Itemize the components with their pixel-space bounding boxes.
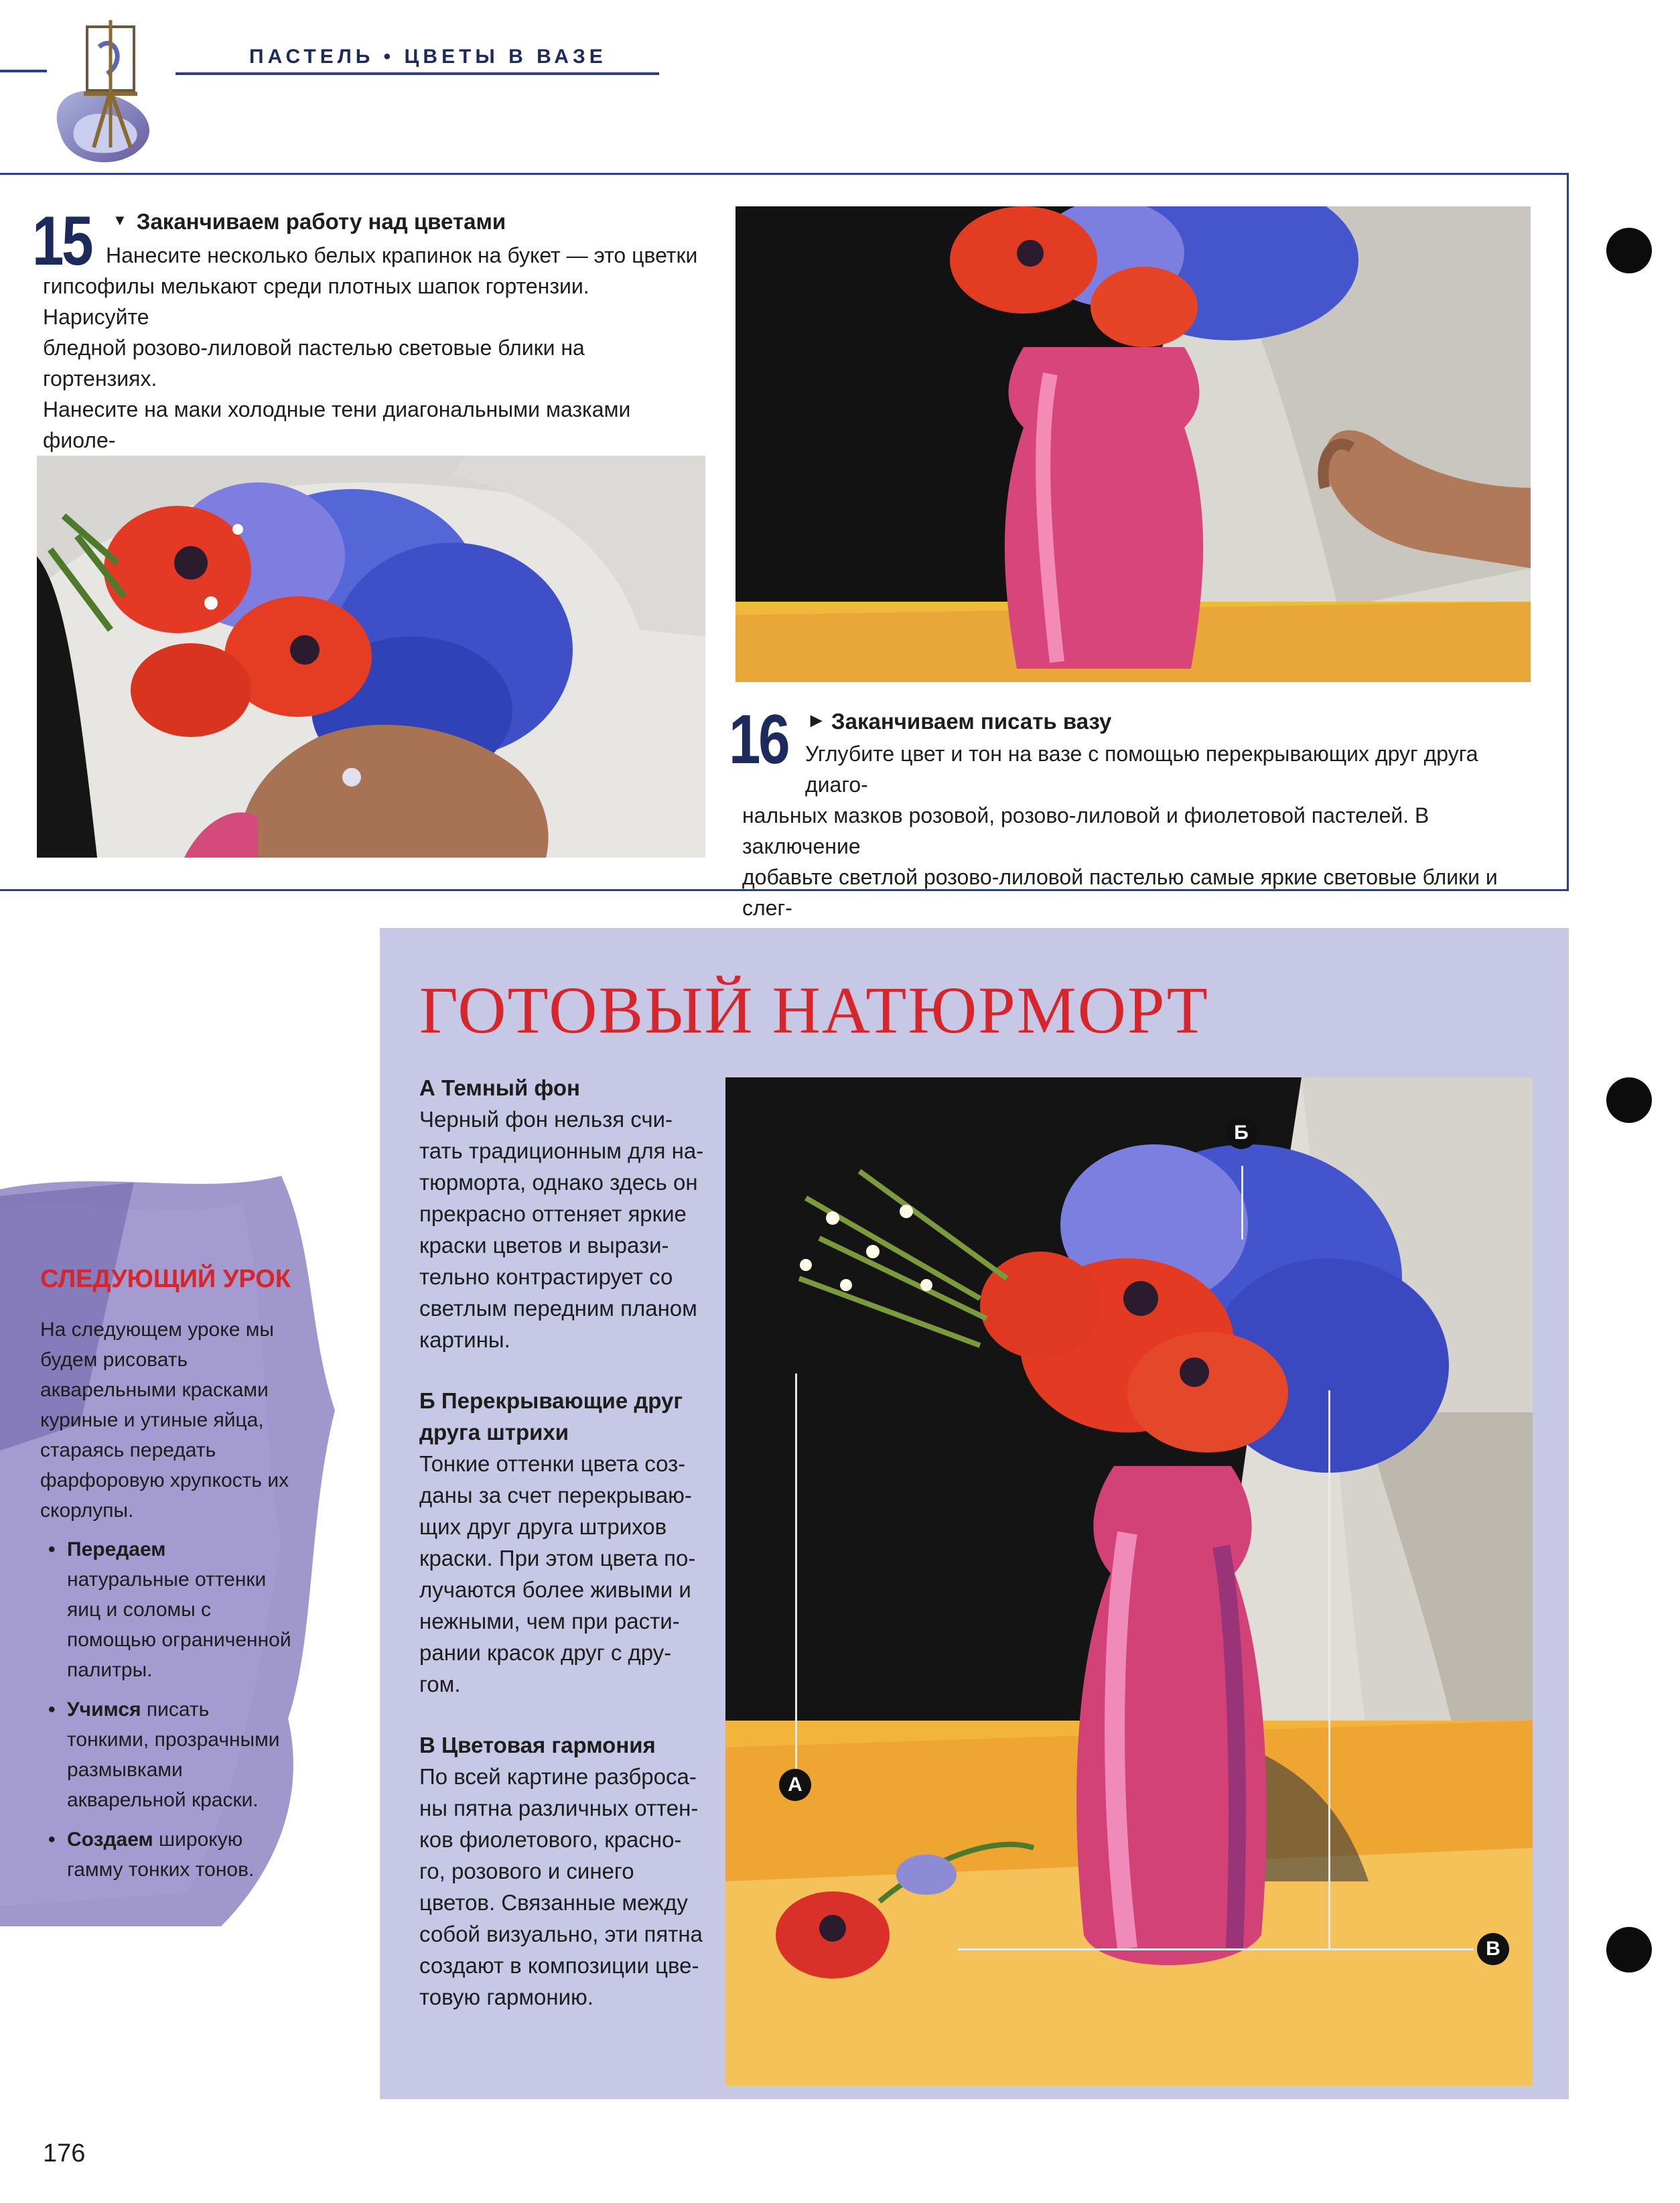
triangle-right-icon: ▶ xyxy=(811,712,822,728)
note-a-heading: А Темный фон xyxy=(419,1075,580,1100)
step-15-photo xyxy=(37,456,705,858)
step-16-number: 16 xyxy=(729,701,788,779)
leader-v-vertical xyxy=(1328,1390,1330,1950)
list-item: • Учимся писать тонкими, прозрачными размывками акварельной краски. xyxy=(40,1694,308,1815)
binder-hole-middle xyxy=(1606,1077,1652,1123)
note-b: Б Перекрывающие друг друга штрихи Тонкие оттенки цвета соз- даны за счет перекрываю- щих друг друга штрихов краски. При этом цвета по- лучаются более живыми и нежными, чем при расти- рании красок друг с дру- гом. xyxy=(419,1388,696,1696)
easel-logo-icon xyxy=(47,20,174,164)
step-15-line: бледной розово-лиловой пастелью световые блики на гортензиях. xyxy=(43,336,585,391)
page-number: 176 xyxy=(43,2139,86,2167)
final-painting xyxy=(725,1077,1533,2086)
step-15-line: гипсофилы мелькают среди плотных шапок гортензии. Нарисуйте xyxy=(43,274,589,329)
binder-hole-top xyxy=(1606,228,1652,273)
note-b-heading: Б Перекрывающие друг xyxy=(419,1388,683,1413)
step-15-line: Нанесите несколько белых крапинок на букет — это цветки xyxy=(106,243,698,267)
note-v: В Цветовая гармония По всей картине разброса- ны пятна различных оттен- ков фиолетового, красно- го, розового и синего цветов. Связанные между собой визуально, эти пятна создают в композиции цве- товую гармонию. xyxy=(419,1733,703,2009)
list-item: • Передаем натуральные оттенки яиц и соломы с помощью ограниченной палитры. xyxy=(40,1534,308,1685)
binder-hole-bottom xyxy=(1606,1927,1652,1973)
leader-a xyxy=(795,1374,797,1769)
running-header: ПАСТЕЛЬ • ЦВЕТЫ В ВАЗЕ xyxy=(249,46,607,68)
next-lesson-intro: На следующем уроке мы будем рисовать акварельными красками куриные и утиные яйца, стараясь передать фарфоровую хрупкость их скорлупы. xyxy=(40,1319,289,1522)
step-16-line: нальных мазков розовой, розово-лиловой и фиолетовой пастелей. В заключение xyxy=(742,803,1429,858)
marker-b: Б xyxy=(1225,1117,1257,1149)
step-16-heading: ▶ Заканчиваем писать вазу xyxy=(811,709,1112,734)
final-title: ГОТОВЫЙ НАТЮРМОРТ xyxy=(419,973,1209,1047)
note-a: А Темный фон Черный фон нельзя счи- тать традиционным для на- тюрморта, однако здесь он прекрасно оттеняет яркие краски цветов и вырази- тельно контрастирует со светлым передним планом картины. xyxy=(419,1075,704,1352)
marker-v: В xyxy=(1477,1933,1509,1965)
header-rule-left xyxy=(0,70,47,72)
step-15-line: Нанесите на маки холодные тени диагональными мазками фиоле- xyxy=(43,397,631,452)
header-rule-right xyxy=(176,72,659,75)
leader-v-horizontal xyxy=(958,1948,1474,1950)
triangle-down-icon: ▼ xyxy=(113,212,127,228)
next-lesson-list xyxy=(40,1534,308,1894)
leader-b xyxy=(1241,1166,1243,1240)
final-notes xyxy=(419,1072,707,2042)
next-lesson-title: СЛЕДУЮЩИЙ УРОК xyxy=(40,1265,291,1293)
list-item: • Создаем широкую гамму тонких тонов. xyxy=(40,1824,308,1885)
note-v-heading: В Цветовая гармония xyxy=(419,1733,656,1757)
marker-a: А xyxy=(779,1769,811,1801)
step-16-line: Углубите цвет и тон на вазе с помощью перекрывающих друг друга диаго- xyxy=(805,742,1478,797)
step-15-number: 15 xyxy=(32,202,92,280)
step-16-text xyxy=(742,738,1546,954)
step-16-photo xyxy=(736,206,1531,682)
step-15-heading: ▼ Заканчиваем работу над цветами xyxy=(113,209,506,234)
step-16-line: добавьте светлой розово-лиловой пастелью самые яркие световые блики и слег- xyxy=(742,865,1498,920)
